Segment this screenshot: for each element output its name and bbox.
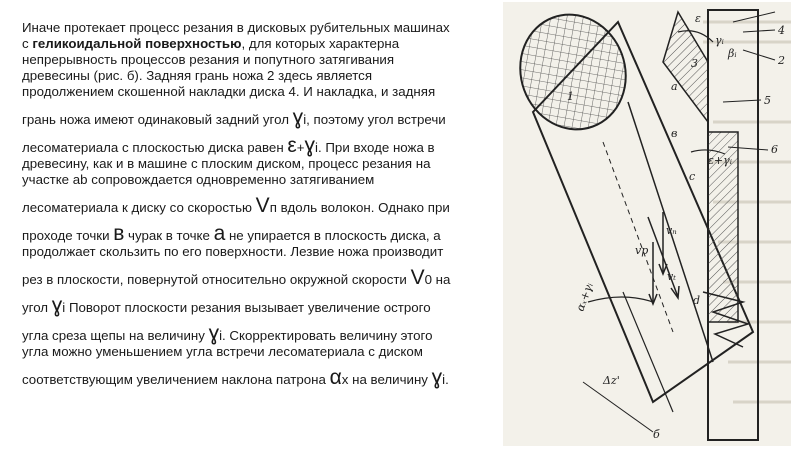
text-line-16: угла можно уменьшением угла встречи лесоматериала с диском	[22, 344, 423, 359]
text-line-9: участке ab сопровождается одновременно затягиванием	[22, 172, 375, 187]
label-vn: vₙ	[666, 224, 677, 237]
text-line-13: рез в плоскости, повернутой относительно окружной скорости V0 на	[22, 266, 451, 289]
label-c: c	[689, 170, 696, 183]
text-line-17: соответствующим увеличением наклона патрона αх на величину ɣi.	[22, 366, 449, 389]
label-epsilon: ε	[695, 12, 701, 25]
label-d: d	[693, 294, 701, 307]
label-5: 5	[764, 94, 771, 107]
text-line-8: древесину, как и в машине с плоским диском, процесс резания на	[22, 156, 431, 171]
label-3: 3	[691, 57, 698, 70]
text-line-3: непрерывность процессов резания и попутного затягивания	[22, 52, 395, 67]
log-end-face	[504, 2, 641, 144]
label-1: 1	[567, 90, 574, 103]
label-dz: Δz'	[603, 374, 620, 387]
text-line-7: лесоматериала с плоскостью диска равен ε+ɣi. При входе ножа в	[22, 134, 435, 157]
text-line-10: лесоматериала к диску со скоростью Vп вдоль волокон. Однако при	[22, 194, 450, 217]
label-alpha: αₓ+γᵢ	[573, 281, 596, 314]
text-line-4: древесины (рис. б). Задняя грань ножа 2 здесь является	[22, 68, 373, 83]
body-text	[22, 20, 500, 388]
label-vp: vр	[635, 244, 649, 257]
text-line-11: проходе точки в чурак в точке а не упирается в плоскость диска, а	[22, 222, 441, 245]
label-gamma-top: γᵢ	[715, 34, 724, 47]
knife	[663, 12, 708, 122]
label-4: 4	[778, 24, 785, 37]
diagram-svg	[503, 2, 791, 446]
text-line-14: угол ɣi Поворот плоскости резания вызывает увеличение острого	[22, 294, 431, 317]
cutting-diagram	[503, 2, 791, 446]
text-line-2: с геликоидальной поверхностью, для которых характерна	[22, 36, 400, 51]
label-b-bottom: б	[653, 428, 660, 441]
text-line-15: угла среза щепы на величину ɣi. Скорректировать величину этого	[22, 322, 433, 345]
text-line-1: Иначе протекает процесс резания в дисковых рубительных машинах	[22, 20, 450, 35]
label-eps-gamma: ε+γᵢ	[708, 154, 732, 167]
label-vt: vₜ	[667, 270, 676, 283]
label-beta: βᵢ	[728, 47, 737, 60]
label-6: 6	[771, 143, 778, 156]
label-a: a	[671, 80, 678, 93]
bold-term: геликоидальной поверхностью	[32, 36, 242, 51]
label-b: в	[671, 127, 678, 140]
text-line-12: продолжает скользить по его поверхности. Лезвие ножа производит	[22, 244, 444, 259]
text-line-6: грань ножа имеют одинаковый задний угол ɣi, поэтому угол встречи	[22, 106, 446, 129]
label-2: 2	[778, 54, 785, 67]
text-line-5: продолжением скошенной накладки диска 4. И накладка, и задняя	[22, 84, 436, 99]
